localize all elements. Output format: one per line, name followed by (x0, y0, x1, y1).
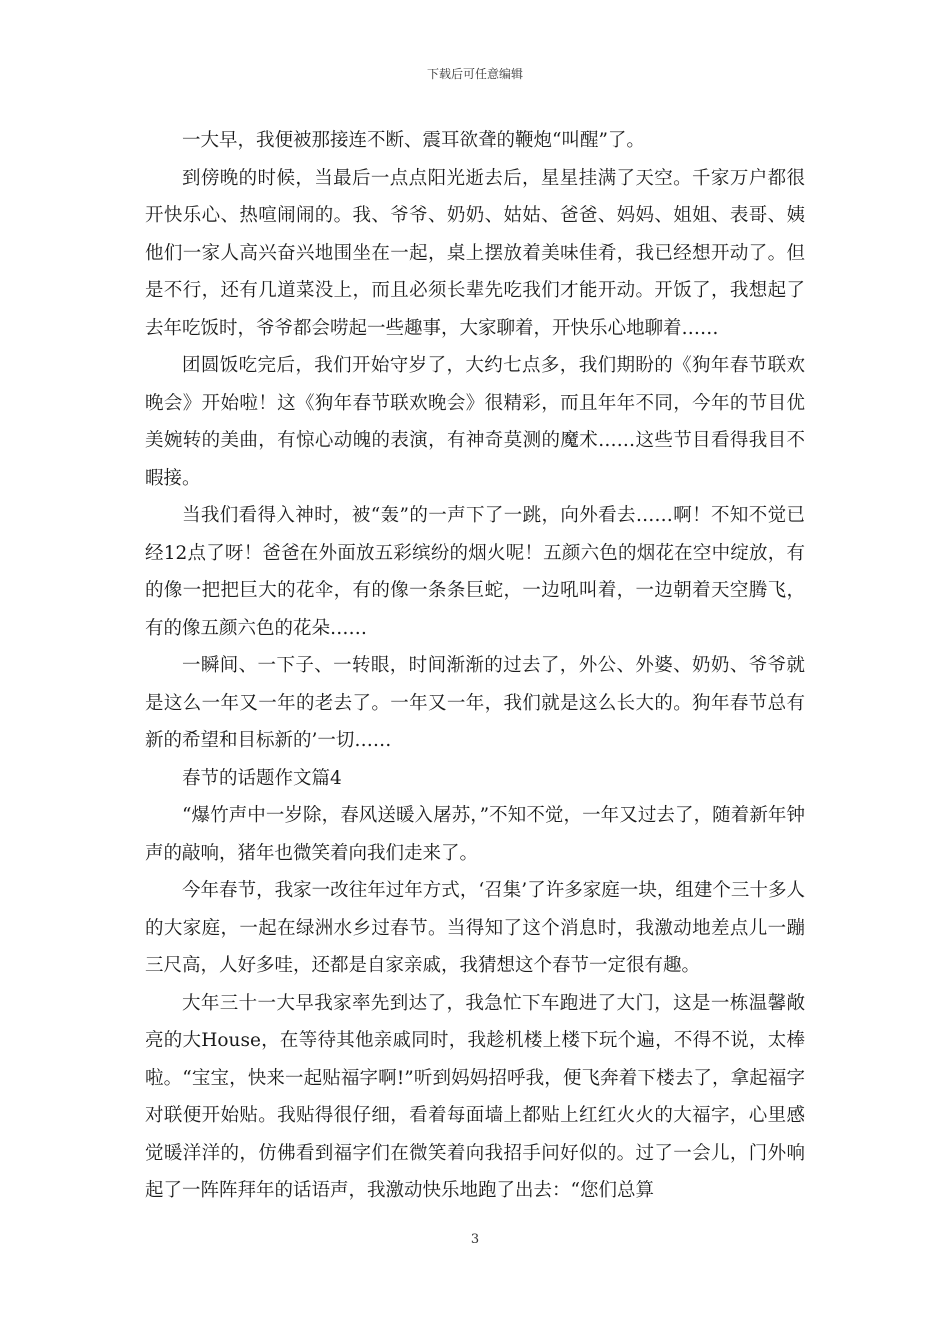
essay-title: 春节的话题作文篇4 (182, 767, 342, 789)
paragraph-fireworks: 当我们看得入神时，被“轰”的一声下了一跳，向外看去……啊！不知不觉已经12点了呀！爸爸在外面放五彩缤纷的烟火呢！五颜六色的烟花在空中绽放，有的像一把把巨大的花伞，有的像一条条巨蛇，一边吼叫着，一边朝着天空腾飞，有的像五颜六色的花朵…… (145, 505, 805, 639)
paragraph-morning-firecrackers: 一大早，我便被那接连不断、震耳欲聋的鞭炮“叫醒”了。 (182, 130, 645, 151)
page-header: 下载后可任意编辑 (426, 67, 523, 81)
paragraph-spring-gala: 团圆饭吃完后，我们开始守岁了，大约七点多，我们期盼的《狗年春节联欢晚会》开始啦！这《狗年春节联欢晚会》很精彩，而且年年不同，今年的节目优美婉转的美曲，有惊心动魄的表演，有神奇莫测的魔术……这些节目看得我目不暇接。 (145, 355, 805, 489)
document-body (145, 122, 805, 1210)
paragraph-family-gathering: 今年春节，我家一改往年过年方式，‘召集’了许多家庭一块，组建个三十多人的大家庭，一起在绿洲水乡过春节。当得知了这个消息时，我激动地差点儿一蹦三尺高，人好多哇，还都是自家亲戚，我猜想这个春节一定很有趣。 (145, 880, 805, 976)
page-number: 3 (470, 1232, 480, 1247)
paragraph-time-passing: 一瞬间、一下子、一转眼，时间渐渐的过去了，外公、外婆、奶奶、爷爷就是这么一年又一年的老去了。一年又一年，我们就是这么长大的。狗年春节总有新的希望和目标新的’一切…… (145, 655, 805, 751)
paragraph-poem-opening: “爆竹声中一岁除，春风送暖入屠苏，”不知不觉，一年又过去了，随着新年钟声的敲响，猪年也微笑着向我们走来了。 (145, 805, 805, 864)
paragraph-evening-dinner: 到傍晚的时候，当最后一点点阳光逝去后，星星挂满了天空。千家万户都很开快乐心、热喧闹闹的。我、爷爷、奶奶、姑姑、爸爸、妈妈、姐姐、表哥、姨他们一家人高兴奋兴地围坐在一起，桌上摆放着美味佳肴，我已经想开动了。但是不行，还有几道菜没上，而且必须长辈先吃我们才能开动。开饭了，我想起了去年吃饭时，爷爷都会唠起一些趣事，大家聊着，开快乐心地聊着…… (145, 167, 805, 339)
paragraph-new-year-eve: 大年三十一大早我家率先到达了，我急忙下车跑进了大门，这是一栋温馨敞亮的大House，在等待其他亲戚同时，我趁机楼上楼下玩个遍，不得不说，太棒啦。“宝宝，快来一起贴福字啊!”听到妈妈招呼我，便飞奔着下楼去了，拿起福字对联便开始贴。我贴得很仔细，看着每面墙上都贴上红红火火的大福字，心里感觉暖洋洋的，仿佛看到福字们在微笑着向我招手问好似的。过了一会儿，门外响起了一阵阵拜年的话语声，我激动快乐地跑了出去：“您们总算 (145, 992, 805, 1201)
